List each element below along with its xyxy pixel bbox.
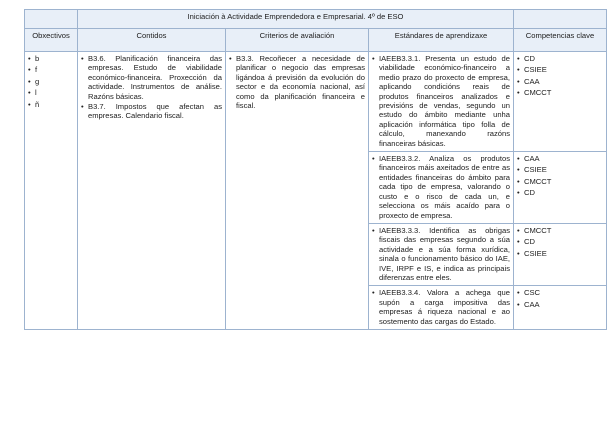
list-item: • CSIEE <box>517 165 603 174</box>
list-item: • B3.6. Planificación financeira das empresas. Estudo de viabilidade económico-financeira. Proxección da actividade. Instrumentos de análise. Razóns básicas. <box>81 54 222 101</box>
standard-cell <box>369 152 514 224</box>
competences-cell <box>514 286 607 330</box>
list-item: • CSC <box>517 288 603 297</box>
contents-list <box>81 54 222 121</box>
list-item: • CSIEE <box>517 249 603 258</box>
header-row <box>25 29 607 52</box>
list-item: • CD <box>517 188 603 197</box>
list-item: • IAEEB3.3.3. Identifica as obrigas fiscais das empresas segundo a súa actividade e a súa forma xurídica, sinala o funcionamento básico do IAE, IVE, IRPF e IS, e indica as principais diferenzas entre eles. <box>372 226 510 282</box>
list-item: • CMCCT <box>517 177 603 186</box>
list-item: • IAEEB3.3.1. Presenta un estudo de viabilidade económico-financeiro a medio prazo do proxecto de empresa, aplicando condicións reais de produtos financeiros analizados e previsións de vendas, segundo un estudo do ámbito mediante unha aplicación informática tipo folla de cálculo, manexando razóns financeiras básicas. <box>372 54 510 148</box>
competences-list <box>517 54 603 98</box>
competences-cell <box>514 223 607 285</box>
competences-list <box>517 226 603 258</box>
criteria-list <box>229 54 365 110</box>
table-row <box>25 52 607 152</box>
objectives-cell <box>25 52 78 330</box>
curriculum-table <box>24 9 607 330</box>
title-row <box>25 10 607 29</box>
competences-cell <box>514 52 607 152</box>
header-criteria: Criterios de avaliación <box>226 29 369 52</box>
header-competences: Competencias clave <box>514 29 607 52</box>
competences-cell <box>514 152 607 224</box>
list-item: • f <box>28 65 74 74</box>
empty-title-cell <box>514 10 607 29</box>
list-item: • CMCCT <box>517 226 603 235</box>
list-item: • l <box>28 88 74 97</box>
contents-cell <box>78 52 226 330</box>
header-contents: Contidos <box>78 29 226 52</box>
list-item: • CAA <box>517 77 603 86</box>
standard-cell <box>369 286 514 330</box>
list-item: • CMCCT <box>517 88 603 97</box>
table-title: Iniciación à Actividade Emprendedora e Empresarial. 4º de ESO <box>78 10 514 29</box>
list-item: • B3.3. Recoñecer a necesidade de planificar o negocio das empresas ligándoa á previsión da evolución do sector e da economía nacional, así como da planificación financeira e fiscal. <box>229 54 365 110</box>
criteria-cell <box>226 52 369 330</box>
header-standards: Estándares de aprendizaxe <box>369 29 514 52</box>
list-item: • IAEEB3.3.4. Valora a achega que supón a carga impositiva das empresas á riqueza nacional e ao sostemento das cargas do Estado. <box>372 288 510 326</box>
list-item: • g <box>28 77 74 86</box>
competences-list <box>517 288 603 309</box>
standard-cell <box>369 223 514 285</box>
standard-cell <box>369 52 514 152</box>
list-item: • IAEEB3.3.2. Analiza os produtos financeiros máis axeitados de entre as entidades financeiras do ámbito para cada tipo de empresa, valorando o custo e o risco de cada un, e selecciona os máis acaído para o proxecto de empresa. <box>372 154 510 220</box>
objectives-list <box>28 54 74 109</box>
header-objectives: Obxectivos <box>25 29 78 52</box>
list-item: • CD <box>517 237 603 246</box>
list-item: • ñ <box>28 100 74 109</box>
list-item: • CD <box>517 54 603 63</box>
list-item: • CAA <box>517 154 603 163</box>
list-item: • CAA <box>517 300 603 309</box>
list-item: • B3.7. Impostos que afectan as empresas. Calendario fiscal. <box>81 102 222 121</box>
empty-corner-cell <box>25 10 78 29</box>
list-item: • b <box>28 54 74 63</box>
list-item: • CSIEE <box>517 65 603 74</box>
competences-list <box>517 154 603 198</box>
